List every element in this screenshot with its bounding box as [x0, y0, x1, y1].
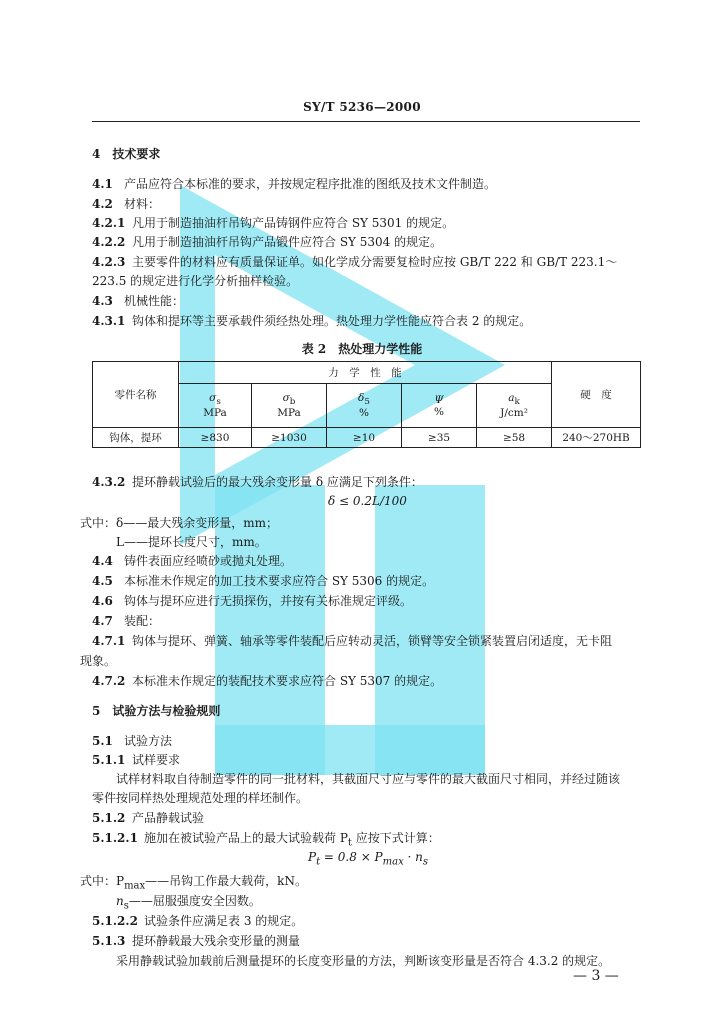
clause-5-1-2-1: 5.1.2.1 施加在被试验产品上的最大试验载荷 $P_t$ 应按下式计算： — [92, 831, 440, 849]
clause-text: 试验方法 — [124, 734, 173, 748]
header-rule — [92, 121, 640, 122]
table-2-caption: 表 2 热处理力学性能 — [301, 342, 423, 356]
clause-text: 材料： — [124, 197, 161, 211]
clause-4-2-1 — [92, 215, 454, 231]
clause-text: 机械性能： — [124, 294, 185, 308]
col-header-ak: $a_k$ J/cm² — [477, 384, 552, 428]
clause-4-7-1 — [92, 633, 612, 649]
clause-number: 4.5 — [92, 574, 113, 588]
clause-text: 试验条件应满足表 3 的规定。 — [144, 914, 304, 928]
clause-5-1-2 — [92, 810, 204, 826]
clause-number: 4.3.1 — [92, 314, 126, 328]
clause-number: 5.1.2.1 — [92, 831, 138, 845]
clause-5-1-3 — [92, 933, 300, 949]
clause-4-6 — [92, 593, 412, 609]
clause-text: 提环静载试验后的最大残余变形量 δ 应满足下列条件： — [132, 475, 423, 489]
clause-number: 4.1 — [92, 177, 113, 191]
where-1-delta: 式中：δ——最大残余变形量，mm； — [80, 516, 278, 530]
clause-4-7-2 — [92, 673, 442, 689]
clause-5-1-1-para-b: 零件按同样热处理规范处理的样坯制作。 — [92, 791, 309, 805]
clause-text: 铸件表面应经喷砂或抛丸处理。 — [124, 554, 293, 568]
clause-4-3-2 — [92, 474, 423, 490]
clause-number: 4.7.2 — [92, 674, 126, 688]
clause-number: 5.1 — [92, 734, 113, 748]
clause-text: 钩体与提环、弹簧、轴承等零件装配后应转动灵活，锁臂等安全锁紧装置启闭适度，无卡阻 — [132, 634, 613, 648]
clause-4-2-3 — [92, 254, 617, 270]
clause-4-3 — [92, 293, 184, 309]
col-header-psi: Ψ % — [402, 384, 477, 428]
clause-number: 4.2.2 — [92, 235, 126, 249]
clause-number: 4.2.3 — [92, 255, 126, 269]
clause-text: 凡用于制造抽油杆吊钩产品锻件应符合 SY 5304 的规定。 — [132, 235, 443, 249]
clause-text: 产品静载试验 — [132, 811, 205, 825]
clause-number: 4.7.1 — [92, 634, 126, 648]
page-header: SY/T 5236—2000 — [303, 100, 421, 114]
clause-text: 装配： — [124, 614, 161, 628]
equation-1: δ ≤ 0.2L/100 — [328, 494, 407, 508]
clause-5-1-1 — [92, 752, 180, 768]
col-header-sigma-s: $\sigma_s$ MPa — [179, 384, 252, 428]
clause-number: 5.1.2.2 — [92, 914, 138, 928]
clause-4-2-3-continued: 223.5 的规定进行化学分析抽样检验。 — [92, 274, 299, 288]
section-5-title: 5 试验方法与检验规则 — [92, 704, 221, 718]
col-group-mechanical: 力 学 性 能 — [179, 362, 552, 384]
clause-4-3-1 — [92, 313, 531, 329]
table-row: 钩体，提环 ≥830 ≥1030 ≥10 ≥35 ≥58 240～270HB — [93, 428, 641, 448]
clause-number: 5.1.2 — [92, 811, 126, 825]
clause-number: 5.1.3 — [92, 934, 126, 948]
clause-4-5 — [92, 573, 434, 589]
clause-text: 主要零件的材料应有质量保证单。如化学成分需要复检时应按 GB/T 222 和 GB/T 223.1～ — [132, 255, 618, 269]
section-4-title: 4 技术要求 — [92, 147, 161, 161]
clause-4-1 — [92, 176, 496, 192]
clause-text: 产品应符合本标准的要求，并按规定程序批准的图纸及技术文件制造。 — [124, 177, 497, 191]
col-header-sigma-b: $\sigma_b$ MPa — [252, 384, 327, 428]
clause-number: 4.2.1 — [92, 216, 126, 230]
table-2 — [92, 361, 641, 448]
clause-number: 4.2 — [92, 197, 113, 211]
col-header-part: 零件名称 — [93, 362, 179, 428]
watermark-bar-bottom — [215, 725, 485, 775]
clause-number: 4.6 — [92, 594, 113, 608]
clause-4-7-1-continued: 现象。 — [80, 654, 117, 668]
clause-text: 本标准未作规定的装配技术要求应符合 SY 5307 的规定。 — [132, 674, 443, 688]
clause-text: 施加在被试验产品上的最大试验载荷 P — [144, 831, 348, 845]
clause-number: 5.1.1 — [92, 753, 126, 767]
clause-5-1-2-2 — [92, 913, 303, 929]
clause-text: 提环静载最大残余变形量的测量 — [132, 934, 301, 948]
clause-number: 4.3.2 — [92, 475, 126, 489]
clause-number: 4.4 — [92, 554, 113, 568]
clause-4-7 — [92, 613, 160, 629]
where-1-L: L——提环长度尺寸，mm。 — [116, 535, 267, 549]
clause-5-1-3-para: 采用静载试验加载前后测量提环的长度变形量的方法，判断该变形量是否符合 4.3.2 的规定。 — [116, 954, 611, 968]
col-header-hardness: 硬 度 — [552, 362, 641, 428]
clause-4-4 — [92, 553, 292, 569]
clause-4-2 — [92, 196, 160, 212]
where-2-ns: $n_s——$屈服强度安全因数。 — [116, 894, 261, 912]
clause-text: 试样要求 — [132, 753, 181, 767]
clause-text: 钩体与提环应进行无损探伤，并按有关标准规定评级。 — [124, 594, 413, 608]
clause-text: 凡用于制造抽油杆吊钩产品铸钢件应符合 SY 5301 的规定。 — [132, 216, 455, 230]
col-header-delta-5: $\delta_5$ % — [327, 384, 402, 428]
clause-4-2-2 — [92, 234, 442, 250]
clause-number: 4.7 — [92, 614, 113, 628]
clause-number: 4.3 — [92, 294, 113, 308]
clause-text: 本标准未作规定的加工技术要求应符合 SY 5306 的规定。 — [124, 574, 435, 588]
clause-5-1 — [92, 733, 172, 749]
clause-text: 钩体和提环等主要承载件须经热处理。热处理力学性能应符合表 2 的规定。 — [132, 314, 532, 328]
clause-5-1-1-para-a: 试样材料取自待制造零件的同一批材料，其截面尺寸应与零件的最大截面尺寸相同，并经过随该 — [116, 772, 621, 786]
equation-2: $P_t = 0.8 \times P_{max} \cdot n_s$ — [308, 850, 429, 868]
page-number: — 3 — — [573, 968, 619, 984]
where-2-pmax: 式中：$P_{max}——$吊钩工作最大载荷，kN。 — [80, 874, 307, 892]
